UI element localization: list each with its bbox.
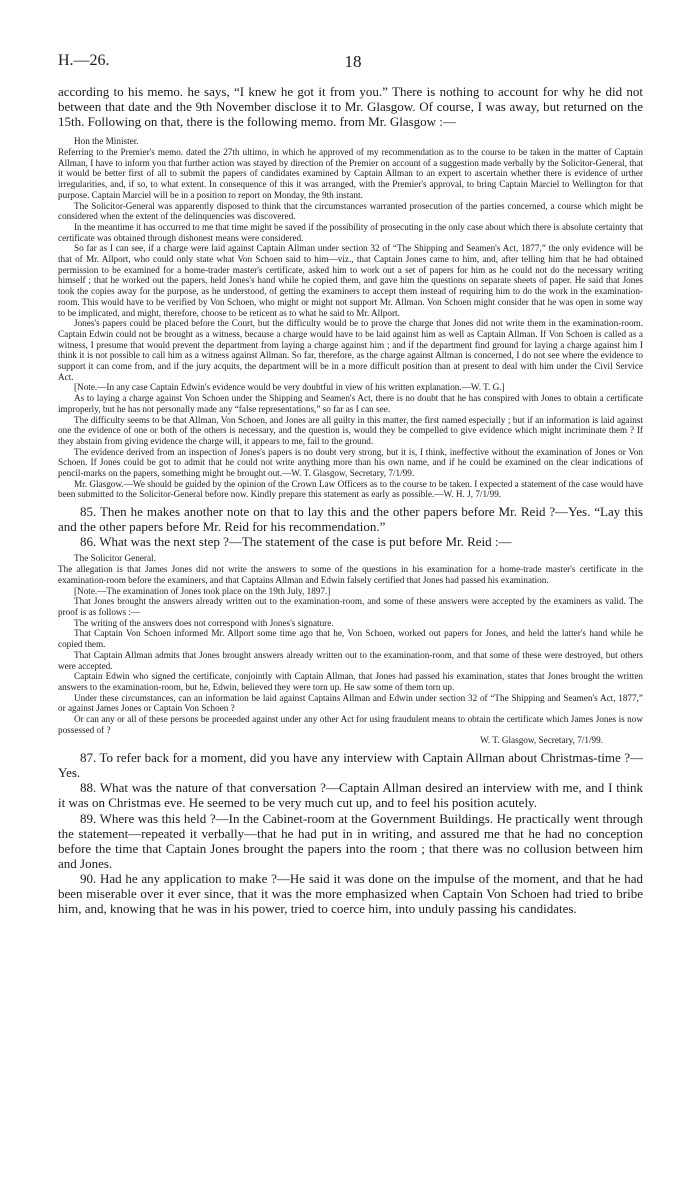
page-reference: H.—26. bbox=[58, 52, 110, 69]
memo1-paragraph: The difficulty seems to be that Allman, Von Schoen, and Jones are all guilty in this matter, the first named especially ; but if an information is laid against one the evidence of one or both of the others is necessary, and the question is, would they be compelled to give evidence which might incriminate them ? If they abstain from giving evidence the charge will, it appears to me, fail to the ground. bbox=[58, 414, 643, 446]
question-86: 86. What was the next step ?—The statement of the case is put before Mr. Reid :— bbox=[80, 534, 512, 550]
memo1-paragraph: Jones's papers could be placed before the Court, but the difficulty would be to prove the charge that Jones did not write them in the examination-room. Captain Edwin could not be brought as a witness, because a charge would have to be laid against him as well as Captain Allman. If Von Schoen is called as a witness, I presume that would prevent the department from laying a charge against him ; and if the department find ground for laying a charge against him I think it is not possible to call him as a witness against Allman. So far, therefore, as the charge against Allman is concerned, I do not see where the evidence to support it can come from, and if the jury acquits, the department will be in a more difficult position than at present to deal with him under the Civil Service Act. bbox=[58, 318, 643, 382]
question-88: 88. What was the nature of that conversation ?—Captain Allman desired an interview with me, and I think it was on Christmas eve. He seemed to be very much cut up, and to feel his position acutely. bbox=[58, 780, 643, 811]
questions-85-86 bbox=[58, 504, 643, 549]
page-header bbox=[58, 52, 648, 74]
memo2-note: [Note.—The examination of Jones took place on the 19th July, 1897.] bbox=[74, 585, 331, 596]
memo2-signature: W. T. Glasgow, Secretary, 7/1/99. bbox=[480, 735, 603, 746]
document-body bbox=[58, 84, 643, 916]
memo2-paragraph: The writing of the answers does not correspond with Jones's signature. bbox=[74, 617, 334, 628]
memo2-paragraph: Under these circumstances, can an information be laid against Captains Allman and Edwin under section 32 of “The Shipping and Seamen's Act, 1877,” or against James Jones or Captain Von Schoen ? bbox=[58, 692, 643, 714]
memo2-paragraph: That Captain Allman admits that Jones brought answers already written out to the examination-room, and that some of these were destroyed, but others were accepted. bbox=[58, 649, 643, 671]
memo1-minute: Mr. Glasgow.—We should be guided by the opinion of the Crown Law Officers as to the course to be taken. I expected a statement of the case would have been submitted to the Solicitor-General before now. Kindly prepare this statement as early as possible.—W. H. J, 7/1/99. bbox=[58, 478, 643, 500]
memo2-salutation: The Solicitor General. bbox=[74, 553, 156, 564]
question-89: 89. Where was this held ?—In the Cabinet-room at the Government Buildings. He practically went through the statement—repeated it verbally—that he had put in in writing, and assured me that he had no conception before the time that Captain Jones brought the papers into the room ; that there was no collusion between him and Jones. bbox=[58, 810, 643, 871]
page-number: 18 bbox=[344, 52, 362, 71]
questions-87-90 bbox=[58, 750, 643, 916]
memo-minister bbox=[58, 136, 643, 500]
memo1-paragraph: The evidence derived from an inspection of Jones's papers is no doubt very strong, but it is, I think, ineffective without the examination of Jones or Von Schoen. If Jones could be got to admit that he could not write anything more than his own name, and if he could be examined on the clear indications of pencil-marks on the papers, something might be brought out.—W. T. Glasgow, Secretary, 7/1/99. bbox=[58, 446, 643, 479]
memo1-paragraph: In the meantime it has occurred to me that time might be saved if the possibility of prosecuting in the only case about which there is absolute certainty that certificate was obtained through dishonest means were considered. bbox=[58, 221, 643, 243]
memo2-paragraph: Captain Edwin who signed the certificate, conjointly with Captain Allman, that Jones had passed his examination, states that Jones brought the written answers to the examination-room, but he, Edwin, believed they were torn up. He saw some of them torn up. bbox=[58, 671, 643, 692]
question-87: 87. To refer back for a moment, did you have any interview with Captain Allman about Christmas-time ?—Yes. bbox=[58, 750, 643, 781]
memo1-paragraph: Referring to the Premier's memo. dated the 27th ultimo, in which he approved of my recommendation as to the course to be taken in the matter of Captain Allman, I have to inform you that further action was stayed by direction of the Premier on account of a suggestion made verbally by the Solicitor-General, that it would be better first of all to submit the papers of candidates examined by Captain Allman to an expert to ascertain whether there is evidence of urther irregularities, and, if so, to what extent. In consequence of this it was arranged, with the Premier's approval, to bring Captain Marciel to Wellington for that purpose. Captain Marciel will be in a position to report on Monday, the 9th instant. bbox=[58, 146, 643, 200]
memo1-paragraph: As to laying a charge against Von Schoen under the Shipping and Seamen's Act, there is no doubt that he has conspired with Jones to obtain a certificate improperly, but he has not personally made any “false representations,” so far as I can see. bbox=[58, 393, 643, 414]
memo2-paragraph: Or can any or all of these persons be proceeded against under any other Act for using fraudulent means to obtain the certificate which James Jones is now possessed of ? bbox=[58, 714, 643, 735]
memo1-paragraph: The Solicitor-General was apparently disposed to think that the circumstances warranted prosecution of the parties concerned, a course which might be considered when the extent of the delinquencies was discovered. bbox=[58, 200, 643, 222]
question-85: 85. Then he makes another note on that to lay this and the other papers before Mr. Reid ?—Yes. “Lay this and the other papers before Mr. Reid for his recommendation.” bbox=[58, 504, 643, 535]
memo1-note: [Note.—In any case Captain Edwin's evidence would be very doubtful in view of his written explanation.—W. T. G.] bbox=[74, 382, 505, 393]
memo1-salutation: Hon the Minister. bbox=[74, 136, 139, 147]
memo1-paragraph: So far as I can see, if a charge were laid against Captain Allman under section 32 of “The Shipping and Seamen's Act, 1877,” the only evidence will be that of Mr. Allport, who could only state what Von Schoen said to him—viz., that Captain Jones came to him, and, after telling him that he had obtained permission to be examined for a home-trader master's certificate, asked him to work out a set of papers for him as he could not do the necessary writing himself ; that he worked out the papers, held Jones's hand while he copied them, and gave him the questions on separate sheets of paper. He said that Jones took the copies away for the purpose, as he understood, of getting the examiners to accept them instead of requiring him to do the work in the examination-room. This would have to be verified by Von Schoen, who might or might not support Mr. Allman. Von Schoen might consider that he was open in some way to be implicated, and might, therefore, choose to be reticent as to what he said to Mr. Allport. bbox=[58, 243, 643, 318]
intro-paragraph: according to his memo. he says, “I knew he got it from you.” There is nothing to account for why he did not between that date and the 9th November disclose it to Mr. Glasgow. Of course, I was away, but returned on the 15th. Following on that, there is the following memo. from Mr. Glasgow :— bbox=[58, 84, 643, 130]
memo-solicitor-general bbox=[58, 553, 643, 746]
memo2-paragraph: That Jones brought the answers already written out to the examination-room, and some of these answers were accepted by the examiners as valid. The proof is as follows :— bbox=[58, 596, 643, 617]
question-90: 90. Had he any application to make ?—He said it was done on the impulse of the moment, and that he had been miserable over it ever since, that it was the more emphasized when Captain Von Schoen had tried to bribe him, and, knowing that he was in his power, tried to coerce him, into unduly passing his candidates. bbox=[58, 870, 643, 917]
memo2-paragraph: That Captain Von Schoen informed Mr. Allport some time ago that he, Von Schoen, worked out papers for Jones, and held the latter's hand while he copied them. bbox=[58, 628, 643, 650]
memo2-paragraph: The allegation is that James Jones did not write the answers to some of the questions in his examination for a home-trade master's certificate in the examination-room before the examiners, and that Captains Allman and Edwin falsely certified that Jones had passed his examination. bbox=[58, 564, 643, 585]
